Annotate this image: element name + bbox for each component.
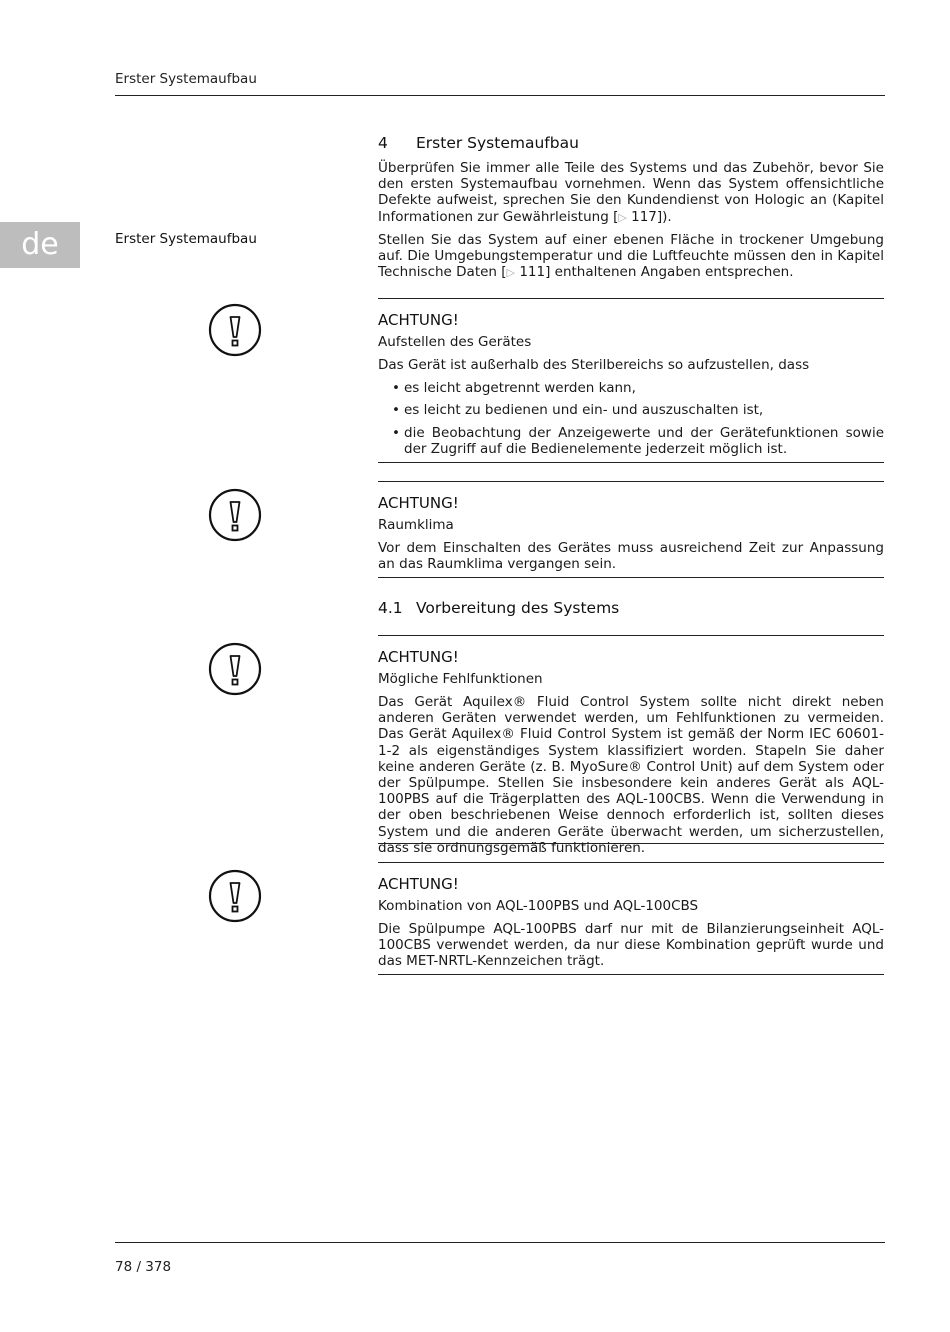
section-heading: [378, 135, 884, 151]
warning-text: Vor dem Einschalten des Gerätes muss ausreichend Zeit zur Anpassung an das Raumklima vergangen sein.: [378, 540, 884, 573]
section-title: Erster Systemaufbau: [416, 134, 579, 152]
warning-exclamation-icon: [208, 869, 262, 923]
subsection-heading: [378, 600, 884, 616]
language-tab: de: [0, 222, 80, 268]
section-paragraph-2: [378, 232, 884, 282]
warning-exclamation-icon: [208, 488, 262, 542]
reference-link[interactable]: 117: [631, 208, 657, 225]
reference-arrow-icon: ▷: [618, 210, 627, 224]
list-item-text: die Beobachtung der Anzeigewerte und der Gerätefunktionen sowie der Zugriff auf die Bedienelemente jederzeit möglich ist.: [404, 425, 884, 458]
warning-label: ACHTUNG!: [378, 494, 459, 512]
footer-rule: [115, 1242, 885, 1243]
section-paragraph-1: [378, 160, 884, 226]
warning-subtitle: Kombination von AQL-100PBS und AQL-100CBS: [378, 898, 699, 914]
bullet-icon: •: [392, 380, 400, 396]
para1-text: Überprüfen Sie immer alle Teile des Systems und das Zubehör, bevor Sie den ersten Systemaufbau vornehmen. Wenn das System offensichtliche Defekte aufweist, sprechen Sie den Kundendienst von Hologic an (Kapitel Informationen zur Gewährleistung [: [378, 160, 884, 225]
section-number: 4: [378, 134, 388, 152]
para1-text-end: ]).: [656, 208, 672, 225]
list-item: [378, 402, 884, 418]
side-label: Erster Systemaufbau: [115, 231, 257, 247]
subsection-title: Vorbereitung des Systems: [416, 599, 620, 617]
running-header: Erster Systemaufbau: [115, 71, 257, 87]
warning-bottom-rule: [378, 462, 884, 463]
warning-label: ACHTUNG!: [378, 311, 459, 329]
reference-link[interactable]: 111: [519, 264, 546, 281]
warning-top-rule: [378, 298, 884, 299]
warning-text: Das Gerät Aquilex® Fluid Control System sollte nicht direkt neben anderen Geräten verwendet werden, um Fehlfunktionen zu vermeiden. Das Gerät Aquilex® Fluid Control System ist gemäß der Norm IEC 60601-1-2 als eigenständiges System klassifiziert worden. Stapeln Sie daher keine anderen Geräte (z. B. MyoSure® Control Unit) auf dem System oder der Spülpumpe. Stellen Sie insbesondere kein anderes Gerät als AQL-100PBS auf die Trägerplatten des AQL-100CBS. Wenn die Verwendung in der oben beschriebenen Weise dennoch erforderlich ist, sollten dieses System und die anderen Geräte überwacht werden, um sicherzustellen, dass sie ordnungsgemäß funktionieren.: [378, 694, 884, 856]
warning-label: ACHTUNG!: [378, 648, 459, 666]
warning-bottom-rule: [378, 843, 884, 844]
page-number: 78 / 378: [115, 1259, 172, 1275]
list-item: [378, 425, 884, 457]
bullet-icon: •: [392, 402, 400, 418]
subsection-number: 4.1: [378, 599, 403, 617]
warning-bottom-rule: [378, 577, 884, 578]
header-rule: [115, 95, 885, 96]
para2-text: Stellen Sie das System auf einer ebenen Fläche in trockener Umgebung auf. Die Umgebungstemperatur und die Luftfeuchte müssen den in Kapitel Technische Daten [: [378, 232, 884, 281]
list-item-text: es leicht zu bedienen und ein- und auszuschalten ist,: [404, 402, 764, 418]
warning-top-rule: [378, 481, 884, 482]
warning-subtitle: Aufstellen des Gerätes: [378, 334, 532, 350]
list-item-text: es leicht abgetrennt werden kann,: [404, 380, 636, 396]
bullet-icon: •: [392, 425, 400, 441]
para2-text-end: ] enthaltenen Angaben entsprechen.: [545, 264, 794, 281]
warning-intro: Das Gerät ist außerhalb des Sterilbereichs so aufzustellen, dass: [378, 357, 810, 373]
warning-text: Die Spülpumpe AQL-100PBS darf nur mit de Bilanzierungseinheit AQL-100CBS verwendet werden, da nur diese Kombination geprüft wurde und das MET-NRTL-Kennzeichen trägt.: [378, 921, 884, 970]
warning-exclamation-icon: [208, 303, 262, 357]
warning-label: ACHTUNG!: [378, 875, 459, 893]
warning-subtitle: Mögliche Fehlfunktionen: [378, 671, 543, 687]
list-item: [378, 380, 884, 396]
warning-bottom-rule: [378, 974, 884, 975]
warning-top-rule: [378, 635, 884, 636]
warning-top-rule: [378, 862, 884, 863]
warning-subtitle: Raumklima: [378, 517, 454, 533]
reference-arrow-icon: ▷: [506, 266, 516, 280]
warning-exclamation-icon: [208, 642, 262, 696]
